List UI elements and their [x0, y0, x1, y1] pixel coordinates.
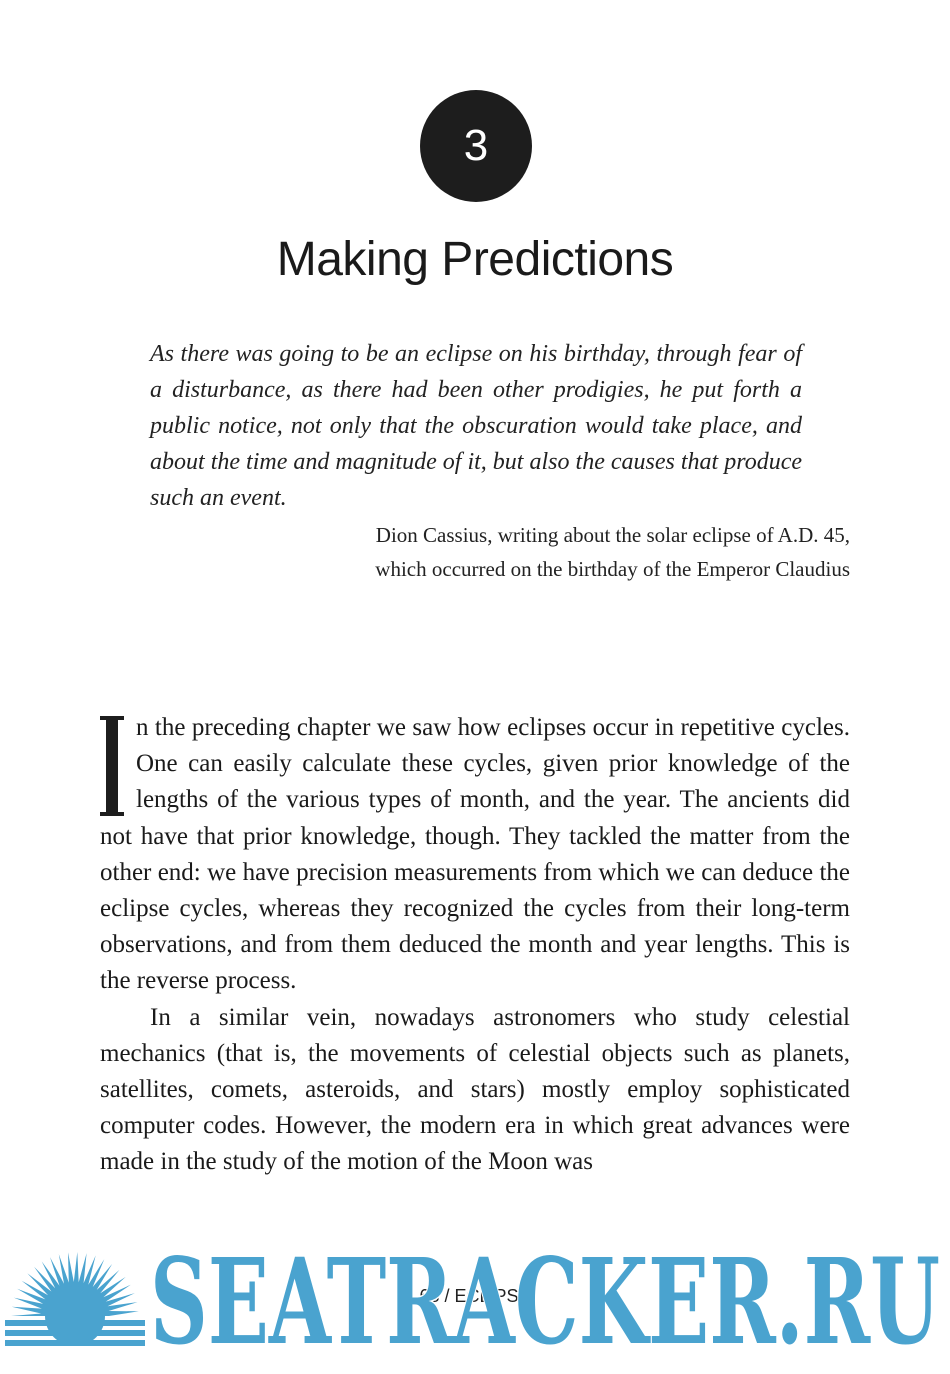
attribution-line-2: which occurred on the birthday of the Emperor Claudius — [375, 557, 850, 581]
drop-cap — [100, 716, 124, 816]
paragraph-1 — [100, 710, 850, 1000]
paragraph-2: In a similar vein, nowadays astronomers who study celestial mechanics (that is, the movements of celestial objects such as planets, satellites, comets, asteroids, and stars) mostly employ sophisticated computer codes. However, the modern era in which great advances were made in the study of the motion of the Moon was — [100, 1003, 850, 1176]
page-footer: 68 / ECLIPSE — [419, 1286, 531, 1306]
chapter-title: Making Predictions — [276, 233, 674, 286]
chapter-number-badge — [420, 90, 532, 202]
body-text — [100, 710, 850, 1181]
chapter-number: 3 — [463, 121, 489, 170]
watermark-text: SEATRACKER.RU — [150, 1232, 940, 1368]
paragraph-1-text: n the preceding chapter we saw how eclipses occur in repetitive cycles. One can easily calculate these cycles, given prior knowledge of the lengths of the various types of month, and the year. The ancients did not have that prior knowledge, though. They tackled the matter from the other end: we have precision measurements from which we can deduce the eclipse cycles, whereas they recognized the cycles from their long-term observations, and from them deduced the month and year lengths. This is the reverse process. — [100, 714, 850, 995]
attribution-line-1: Dion Cassius, writing about the solar eclipse of A.D. 45, — [375, 523, 850, 547]
epigraph-quote: As there was going to be an eclipse on his birthday, through fear of a disturbance, as there had been other prodigies, he put forth a public notice, not only that the obscuration would take place, and about the time and magnitude of it, but also the causes that produce such an event. — [150, 341, 802, 511]
epigraph-attribution — [230, 518, 850, 586]
